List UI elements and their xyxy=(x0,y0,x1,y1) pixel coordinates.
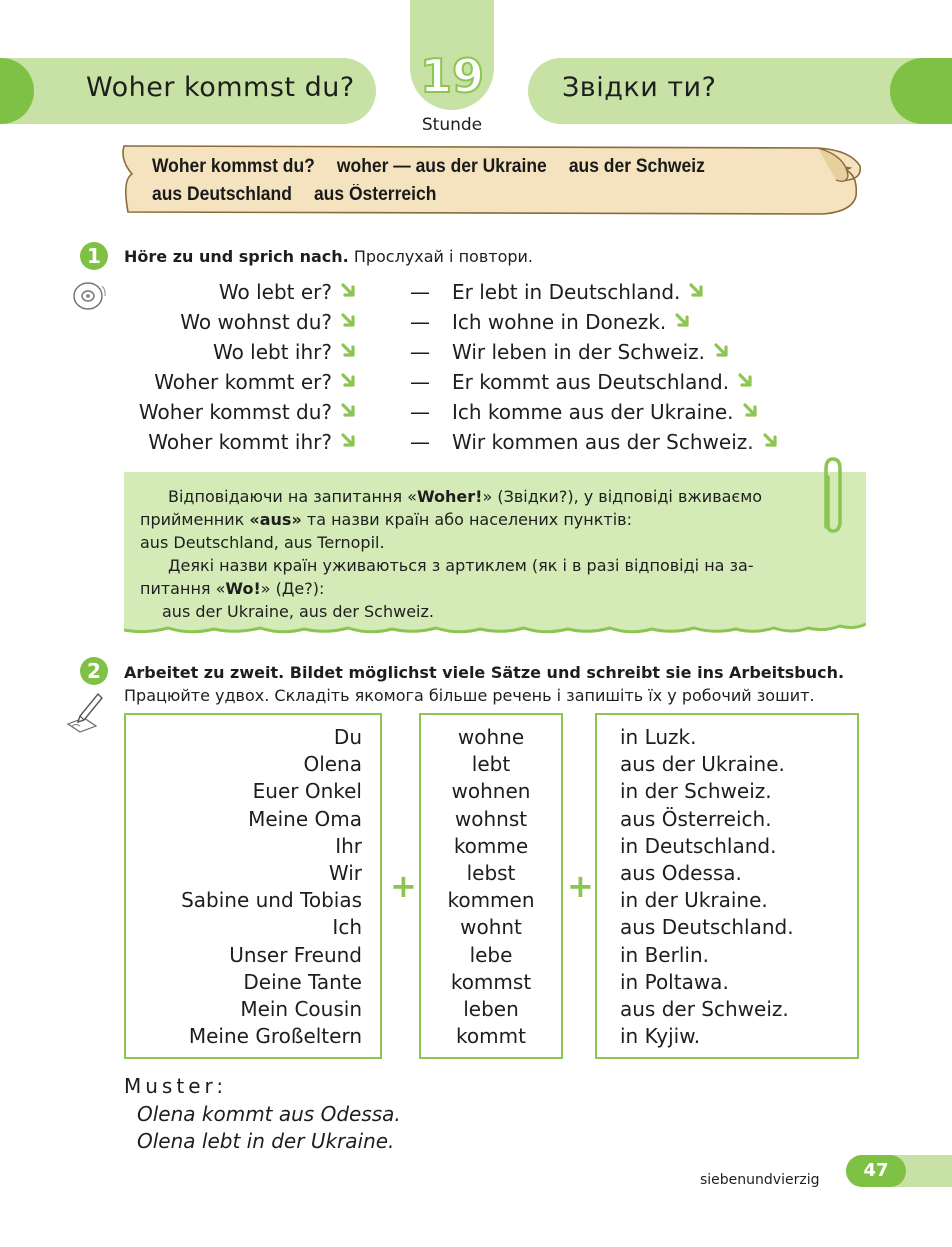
verb-item: leben xyxy=(463,997,519,1022)
place-item: in der Ukraine. xyxy=(620,888,768,913)
answer-text: Er lebt in Deutschland. xyxy=(452,280,681,304)
falling-intonation-arrow-icon xyxy=(340,402,358,420)
vocab-line-2 xyxy=(152,184,458,206)
dialogue-row xyxy=(0,370,952,400)
subject-item: Ihr xyxy=(335,833,362,858)
note-keyword: «aus» xyxy=(249,510,302,529)
falling-intonation-arrow-icon xyxy=(762,432,780,450)
dialogue-question xyxy=(154,370,358,394)
lesson-word: Stunde xyxy=(421,115,483,135)
vocab-item: aus Österreich xyxy=(313,184,437,205)
exercise-1-instruction xyxy=(124,247,533,266)
question-text: Wo lebt er? xyxy=(218,280,332,304)
question-text: Woher kommt er? xyxy=(154,370,332,394)
title-german: Woher kommst du? xyxy=(86,72,355,103)
dialogue-row xyxy=(0,280,952,310)
dialogue-answer xyxy=(452,430,780,454)
dialogue-answer xyxy=(452,340,731,364)
place-item: in Berlin. xyxy=(620,942,709,967)
dialogue-dash: — xyxy=(410,400,430,424)
note-text: прийменник xyxy=(140,510,250,529)
plus-sign: + xyxy=(567,867,594,905)
dialogue-dash: — xyxy=(410,370,430,394)
dialogue-row xyxy=(0,400,952,430)
subject-item: Deine Tante xyxy=(243,969,362,994)
note-keyword: Wo! xyxy=(225,579,261,598)
muster-example-1: Olena kommt aus Odessa. xyxy=(137,1102,401,1126)
answer-text: Er kommt aus Deutschland. xyxy=(452,370,730,394)
place-item: in Kyjiw. xyxy=(620,1024,701,1049)
dialogue-answer xyxy=(452,370,755,394)
note-line-4: Деякі назви країн уживаються з артиклем (як і в разі відповіді на за- xyxy=(168,556,754,575)
question-text: Wo wohnst du? xyxy=(180,310,332,334)
question-text: Woher kommt ihr? xyxy=(148,430,332,454)
vocab-line-1 xyxy=(152,156,727,178)
note-line-1 xyxy=(140,485,805,508)
place-item: aus der Ukraine. xyxy=(620,752,785,777)
vocab-item: woher — aus der Ukraine xyxy=(336,156,547,177)
dialogue-row xyxy=(0,430,952,460)
dialogue-question xyxy=(148,430,358,454)
verb-item: kommen xyxy=(447,888,535,913)
vocab-item: aus Deutschland xyxy=(152,184,292,205)
subject-item: Sabine und Tobias xyxy=(181,888,362,913)
dialogue-dash: — xyxy=(410,280,430,304)
note-text: питання « xyxy=(140,579,226,598)
falling-intonation-arrow-icon xyxy=(674,312,692,330)
places-list xyxy=(620,724,854,1050)
exercise-2-number: 2 xyxy=(80,657,108,685)
answer-text: Ich wohne in Donezk. xyxy=(452,310,667,334)
dialogue-row xyxy=(0,310,952,340)
instruction-ukrainian: Прослухай і повтори. xyxy=(353,247,533,266)
answer-text: Wir leben in der Schweiz. xyxy=(452,340,705,364)
place-item: aus Österreich. xyxy=(620,806,772,831)
title-ukrainian: Звідки ти? xyxy=(562,72,717,103)
note-text: » (Де?): xyxy=(260,579,325,598)
exercise-1-number: 1 xyxy=(80,242,108,270)
vocab-item: Woher kommst du? xyxy=(152,156,315,177)
pencil-writing-icon xyxy=(62,690,108,736)
vocab-item: aus der Schweiz xyxy=(568,156,705,177)
note-line-5 xyxy=(140,577,805,600)
subject-item: Du xyxy=(333,725,362,749)
note-text: » (Звідки?), у відповіді вживаємо xyxy=(482,487,763,506)
lesson-number: 19 xyxy=(419,49,484,103)
note-line-6: aus der Ukraine, aus der Schweiz. xyxy=(162,602,434,621)
subject-item: Wir xyxy=(328,861,362,886)
place-item: in Poltawa. xyxy=(620,969,729,994)
verb-item: kommt xyxy=(456,1024,526,1049)
page-number-word: siebenundvierzig xyxy=(700,1172,820,1188)
paperclip-icon xyxy=(818,455,848,537)
place-item: in der Schweiz. xyxy=(620,779,772,804)
falling-intonation-arrow-icon xyxy=(340,342,358,360)
page-number: 47 xyxy=(863,1160,889,1181)
exercise-2-instruction-german: Arbeitet zu zweit. Bildet möglichst viele Sätze und schreibt sie ins Arbeitsbuch. xyxy=(124,663,845,682)
muster-example-2: Olena lebt in der Ukraine. xyxy=(137,1129,395,1153)
verb-item: lebe xyxy=(469,942,513,967)
verb-item: lebst xyxy=(466,861,516,886)
place-item: aus Odessa. xyxy=(620,861,742,886)
falling-intonation-arrow-icon xyxy=(340,312,358,330)
dialogue-dash: — xyxy=(410,340,430,364)
dialogue-answer xyxy=(452,400,760,424)
header-right-accent xyxy=(890,58,952,124)
falling-intonation-arrow-icon xyxy=(737,372,755,390)
subject-item: Euer Onkel xyxy=(252,779,362,804)
place-item: in Luzk. xyxy=(620,725,697,749)
verbs-list xyxy=(419,724,563,1050)
verb-item: komme xyxy=(453,833,529,858)
verb-item: wohnst xyxy=(454,806,528,831)
note-line-3: aus Deutschland, aus Ternopil. xyxy=(140,533,385,552)
verb-item: wohnen xyxy=(451,779,531,804)
vocab-scroll xyxy=(118,140,866,218)
plus-sign: + xyxy=(390,867,417,905)
verb-item: wohnt xyxy=(460,915,522,940)
falling-intonation-arrow-icon xyxy=(742,402,760,420)
falling-intonation-arrow-icon xyxy=(340,282,358,300)
dialogue-answer xyxy=(452,280,706,304)
note-text: Відповідаючи на запитання « xyxy=(168,487,417,506)
answer-text: Ich komme aus der Ukraine. xyxy=(452,400,734,424)
subject-item: Meine Oma xyxy=(248,806,362,831)
exercise-2-instruction-ukrainian: Працюйте удвох. Складіть якомога більше речень і запишіть їх у робочий зошит. xyxy=(124,686,815,705)
answer-text: Wir kommen aus der Schweiz. xyxy=(452,430,754,454)
note-text: та назви країн або населених пунктів: xyxy=(301,510,632,529)
place-item: aus der Schweiz. xyxy=(620,997,789,1022)
subjects-list xyxy=(124,724,362,1050)
question-text: Woher kommst du? xyxy=(138,400,332,424)
subject-item: Ich xyxy=(332,915,362,940)
dialogue-question xyxy=(213,340,358,364)
subject-item: Olena xyxy=(303,752,362,777)
falling-intonation-arrow-icon xyxy=(340,372,358,390)
note-keyword: Woher! xyxy=(416,487,483,506)
verb-item: wohne xyxy=(457,725,525,749)
dialogue-answer xyxy=(452,310,692,334)
place-item: aus Deutschland. xyxy=(620,915,794,940)
question-text: Wo lebt ihr? xyxy=(212,340,332,364)
dialogue-row xyxy=(0,340,952,370)
falling-intonation-arrow-icon xyxy=(713,342,731,360)
dialogue-dash: — xyxy=(410,310,430,334)
instruction-german: Höre zu und sprich nach. xyxy=(124,247,349,266)
subject-item: Mein Cousin xyxy=(240,997,362,1022)
dialogue-question xyxy=(139,400,358,424)
falling-intonation-arrow-icon xyxy=(688,282,706,300)
dialogue-question xyxy=(219,280,358,304)
subject-item: Meine Großeltern xyxy=(188,1024,362,1049)
verb-item: kommst xyxy=(450,969,532,994)
subject-item: Unser Freund xyxy=(229,942,362,967)
note-line-2 xyxy=(140,508,805,531)
dialogue-dash: — xyxy=(410,430,430,454)
muster-label: Muster: xyxy=(124,1074,228,1098)
falling-intonation-arrow-icon xyxy=(340,432,358,450)
place-item: in Deutschland. xyxy=(620,833,777,858)
dialogue-question xyxy=(180,310,358,334)
verb-item: lebt xyxy=(471,752,511,777)
